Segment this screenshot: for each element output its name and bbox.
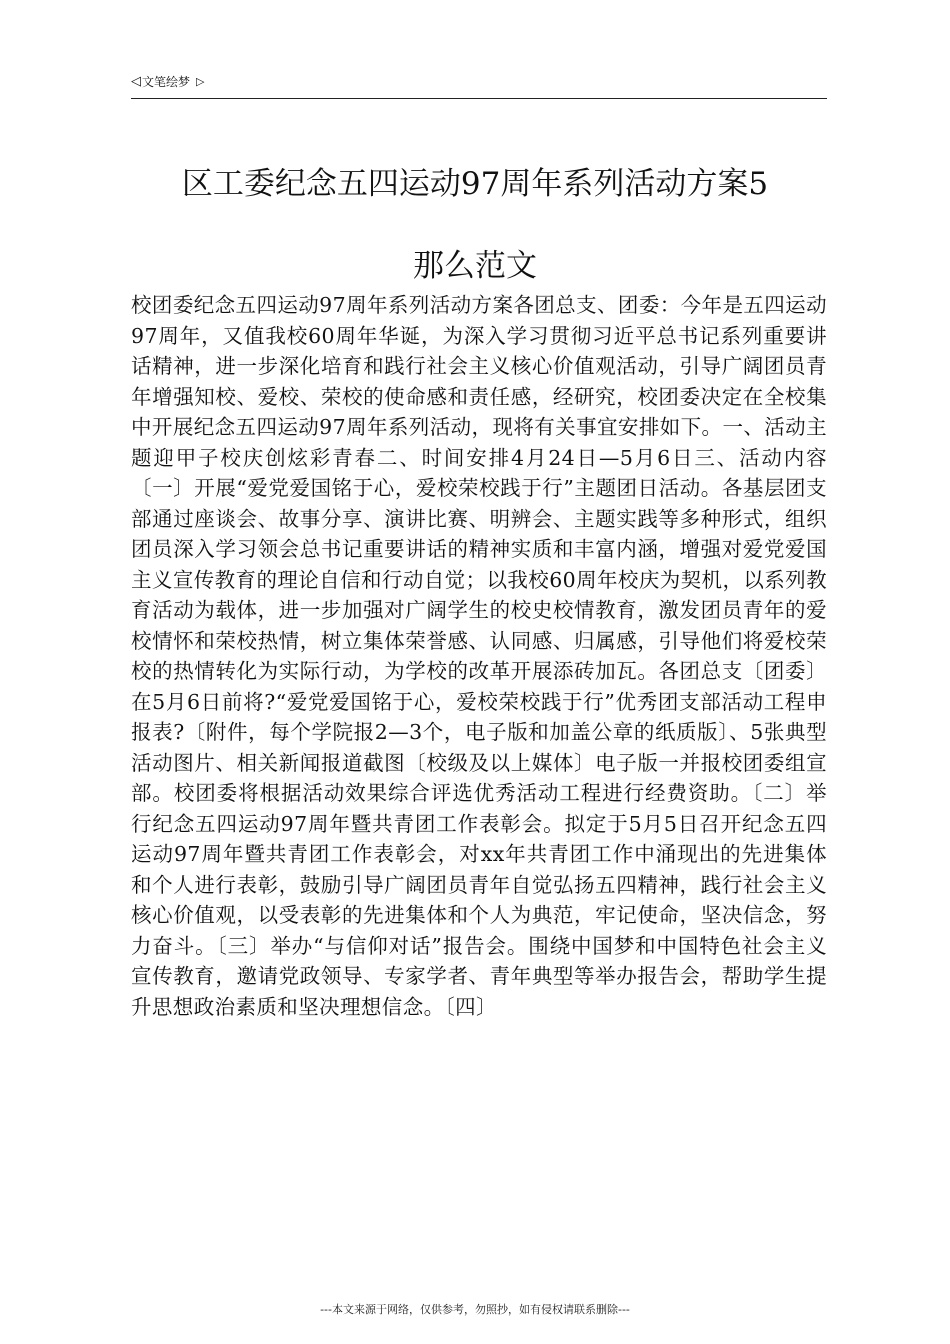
page-footer: ---本文来源于网络，仅供参考，勿照抄，如有侵权请联系删除--- (320, 1303, 630, 1316)
left-triangle-icon: ◁ (131, 74, 141, 89)
document-title-line1: 区工委纪念五四运动97周年系列活动方案5 (181, 166, 769, 202)
right-triangle-icon: ▷ (196, 75, 205, 88)
header-title: 文笔绘梦 (142, 75, 191, 89)
document-title-line2: 那么范文 (413, 248, 537, 284)
document-body: 校团委纪念五四运动97周年系列活动方案各团总支、团委：今年是五四运动97周年，又值我校60周年华诞，为深入学习贯彻习近平总书记系列重要讲话精神，进一步深化培育和践行社会主义核心价值观活动，引导广阔团员青年增强知校、爱校、荣校的使命感和责任感，经研究，校团委决定在全校集中开展纪念五四运动97周年系列活动，现将有关事宜安排如下。一、活动主题迎甲子校庆创炫彩青春二、时间安排4月24日—5月6日三、活动内容〔一〕开展“爱党爱国铭于心，爱校荣校践于行”主题团日活动。各基层团支部通过座谈会、故事分享、演讲比赛、明辨会、主题实践等多种形式，组织团员深入学习领会总书记重要讲话的精神实质和丰富内涵，增强对爱党爱国主义宣传教育的理论自信和行动自觉；以我校60周年校庆为契机，以系列教育活动为载体，进一步加强对广阔学生的校史校情教育，激发团员青年的爱校情怀和荣校热情，树立集体荣誉感、认同感、归属感，引导他们将爱校荣校的热情转化为实际行动，为学校的改革开展添砖加瓦。各团总支〔团委〕在5月6日前将?“爱党爱国铭于心，爱校荣校践于行”优秀团支部活动工程申报表?〔附件，每个学院报2—3个，电子版和加盖公章的纸质版〕、5张典型活动图片、相关新闻报道截图〔校级及以上媒体〕电子版一并报校团委组宣部。校团委将根据活动效果综合评选优秀活动工程进行经费资助。〔二〕举行纪念五四运动97周年暨共青团工作表彰会。拟定于5月5日召开纪念五四运动97周年暨共青团工作表彰会，对xx年共青团工作中涌现出的先进集体和个人进行表彰，鼓励引导广阔团员青年自觉弘扬五四精神，践行社会主义核心价值观，以受表彰的先进集体和个人为典范，牢记使命，坚决信念，努力奋斗。〔三〕举办“与信仰对话”报告会。围绕中国梦和中国特色社会主义宣传教育，邀请党政领导、专家学者、青年典型等举办报告会，帮助学生提升思想政治素质和坚决理想信念。〔四〕 (131, 293, 827, 1019)
page-header (131, 74, 827, 99)
